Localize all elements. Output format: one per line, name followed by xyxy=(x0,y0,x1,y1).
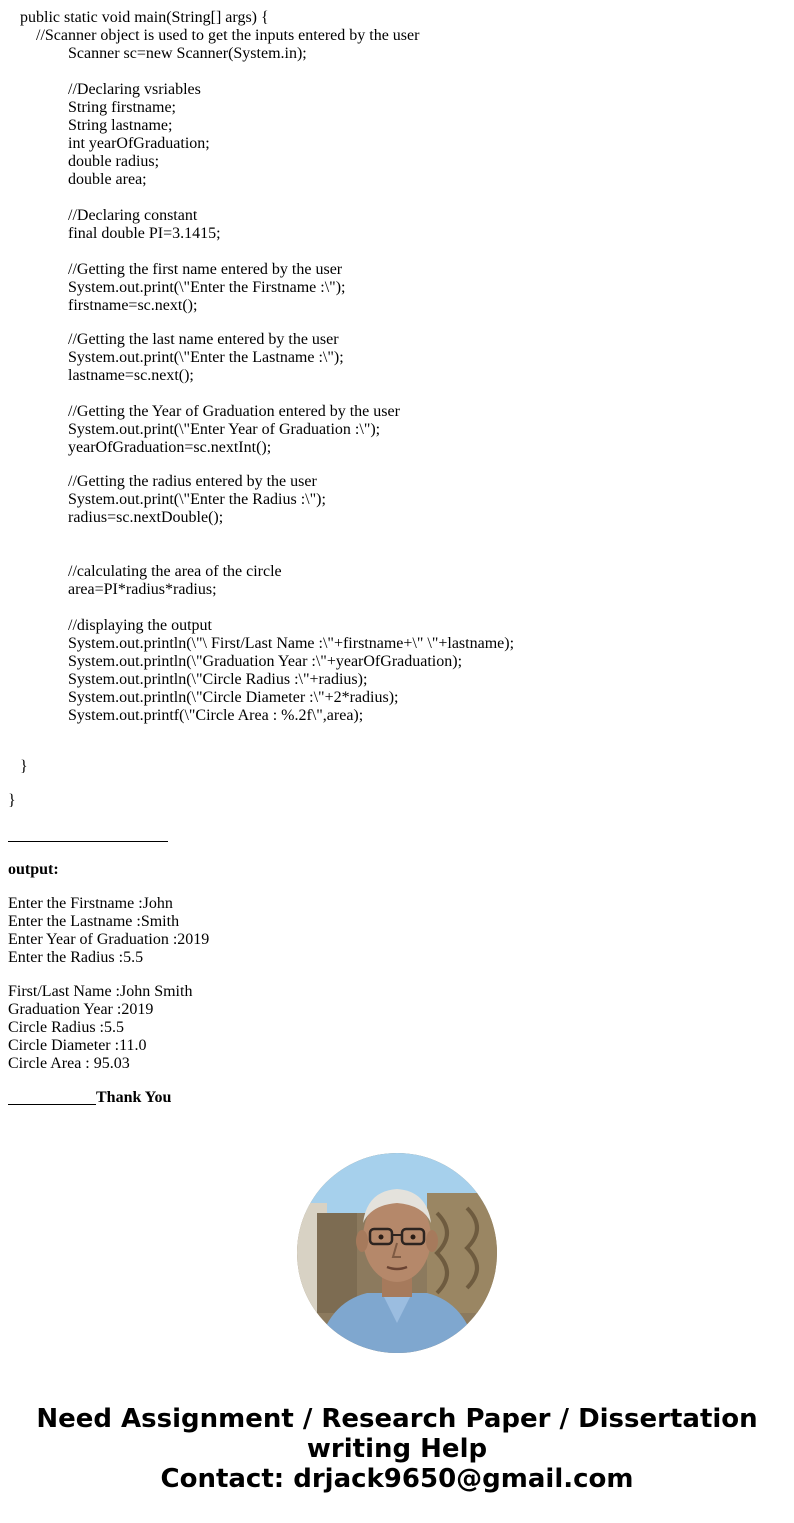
code-line: double radius; xyxy=(68,153,160,170)
code-line: final double PI=3.1415; xyxy=(68,225,221,242)
code-comment: //Getting the Year of Graduation entered by the user xyxy=(68,403,400,420)
output-line: Circle Area : 95.03 xyxy=(8,1055,130,1072)
code-line: firstname=sc.next(); xyxy=(68,297,198,314)
code-line: System.out.print(\"Enter the Lastname :\"); xyxy=(68,349,344,366)
closing-brace: } xyxy=(8,792,16,809)
output-heading: output: xyxy=(8,861,59,878)
output-line: Enter the Lastname :Smith xyxy=(8,913,180,930)
output-line: Enter the Radius :5.5 xyxy=(8,949,144,966)
code-line: String lastname; xyxy=(68,117,173,134)
code-line: System.out.println(\"Circle Radius :\"+radius); xyxy=(68,671,368,688)
promo-contact: Contact: drjack9650@gmail.com xyxy=(160,1464,634,1494)
thank-you-text: Thank You xyxy=(96,1089,172,1106)
thank-you-rule xyxy=(8,1104,96,1105)
code-line: radius=sc.nextDouble(); xyxy=(68,509,224,526)
code-line: area=PI*radius*radius; xyxy=(68,581,217,598)
promo-line: Need Assignment / Research Paper / Dissertation xyxy=(36,1404,758,1434)
code-line: System.out.println(\"Circle Diameter :\"+2*radius); xyxy=(68,689,399,706)
code-line: System.out.printf(\"Circle Area : %.2f\",area); xyxy=(68,707,364,724)
author-photo xyxy=(297,1153,497,1353)
code-comment: //Getting the first name entered by the user xyxy=(68,261,343,278)
output-line: Graduation Year :2019 xyxy=(8,1001,154,1018)
code-line: String firstname; xyxy=(68,99,176,116)
output-line: Circle Diameter :11.0 xyxy=(8,1037,147,1054)
code-comment: //displaying the output xyxy=(68,617,212,634)
separator-rule xyxy=(8,841,168,842)
code-line: Scanner sc=new Scanner(System.in); xyxy=(68,45,307,62)
code-comment: //Getting the radius entered by the user xyxy=(68,473,317,490)
output-line: Circle Radius :5.5 xyxy=(8,1019,124,1036)
code-line: lastname=sc.next(); xyxy=(68,367,194,384)
code-comment: //Getting the last name entered by the user xyxy=(68,331,339,348)
code-line: System.out.print(\"Enter the Radius :\"); xyxy=(68,491,326,508)
code-comment: //calculating the area of the circle xyxy=(68,563,282,580)
code-comment: //Scanner object is used to get the inputs entered by the user xyxy=(36,27,420,44)
promo-line: writing Help xyxy=(306,1434,488,1464)
output-line: First/Last Name :John Smith xyxy=(8,983,193,1000)
code-line: public static void main(String[] args) { xyxy=(20,9,269,26)
output-line: Enter the Firstname :John xyxy=(8,895,173,912)
code-line: System.out.print(\"Enter the Firstname :\"); xyxy=(68,279,346,296)
code-line: yearOfGraduation=sc.nextInt(); xyxy=(68,439,272,456)
code-line: System.out.println(\"\ First/Last Name :\"+firstname+\" \"+lastname); xyxy=(68,635,515,652)
code-line: int yearOfGraduation; xyxy=(68,135,210,152)
code-line: double area; xyxy=(68,171,147,188)
closing-brace: } xyxy=(20,758,28,775)
code-comment: //Declaring constant xyxy=(68,207,198,224)
code-comment: //Declaring vsriables xyxy=(68,81,201,98)
code-line: System.out.print(\"Enter Year of Graduation :\"); xyxy=(68,421,381,438)
code-line: System.out.println(\"Graduation Year :\"+yearOfGraduation); xyxy=(68,653,463,670)
output-line: Enter Year of Graduation :2019 xyxy=(8,931,210,948)
